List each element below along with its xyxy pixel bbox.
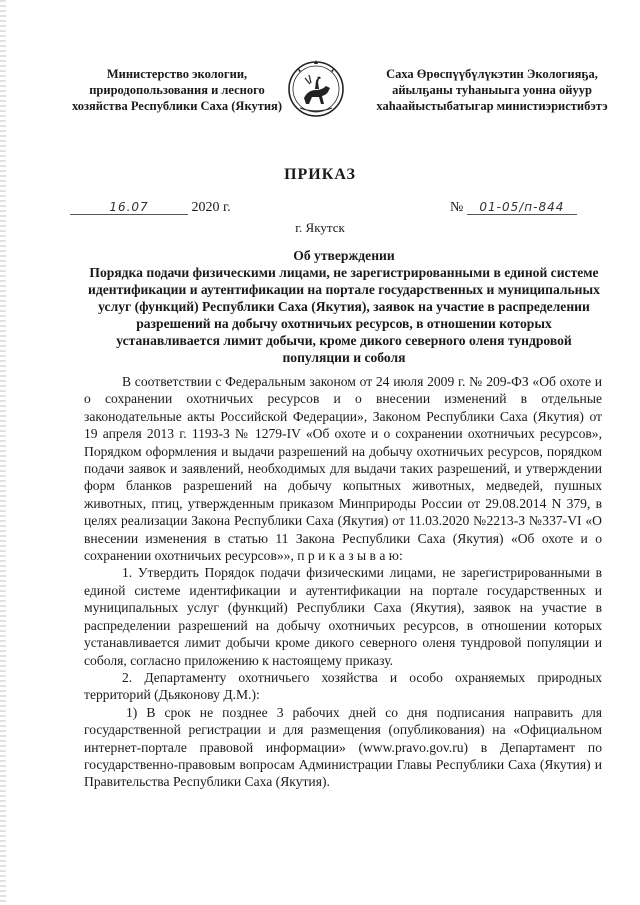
order-year: 2020 г. [191,200,231,215]
document-header [0,0,640,150]
ministry-name-russian: Министерство экологии, природопользования и лесного хозяйства Республики Саха (Якутия) [72,67,282,113]
order-subject [88,247,600,366]
order-item-1: 1. Утвердить Порядок подачи физическими лицами, не зарегистрированными в единой системе идентификации и аутентификации на портале государственных и муниципальных услуг (функций) Республики Саха (Якутия), заявок на участие в распределении разрешений на добычу охотничьих ресурсов, в отношении которых устанавливается лимит добычи кроме дикого северного оленя тундровой популяции и соболя, согласно приложению к настоящему приказу. [84,565,602,668]
order-city: г. Якутск [295,220,345,235]
ministry-name-sakha: Саха Өрөспүүбүлүкэтин Экологияҕа, айылҕаны туһаныыга уонна ойуур хаһаайыстыбатыгар министиэристибэтэ [376,67,608,113]
number-sign: № [450,200,464,215]
order-body [84,373,602,791]
subject-intro: Об утверждении [293,248,395,263]
order-item-2-subitem-1: 1) В срок не позднее 3 рабочих дней со дня подписания направить для государственной регистрации и для размещения (опубликования) на «Официальном интернет-портале правовой информации» (www.pravo.gov.ru) в Департамент по государственно-правовым вопросам Администрации Главы Республики Саха (Якутия) и Правительства Республики Саха (Якутия). [84,704,602,790]
handwritten-date: 16.07 [70,200,188,215]
preamble-paragraph: В соответствии с Федеральным законом от 24 июля 2009 г. № 209-ФЗ «Об охоте и о сохранении охотничьих ресурсов и о внесении изменений в отдельные законодательные акты Российской Федерации», Законом Республики Саха (Якутия) от 19 апреля 2013 г. 1193-З № 1279-IV «Об охоте и о сохранении охотничьих ресурсов», Порядком оформления и выдачи разрешений на добычу охотничьих ресурсов, порядком подачи заявок и заявлений, необходимых для выдачи таких разрешений, и утверждении форм бланков разрешений на добычу копытных животных, медведей, пушных животных, птиц, утвержденным приказом Минприроды России от 29.08.2014 N 379, в целях реализации Закона Республики Саха (Якутия) от 11.03.2020 №2213-З №337-VI «О внесении изменения в статью 11 Закона Республики Саха (Якутия) «Об охоте и о сохранении охотничьих ресурсов»», п р и к а з ы в а ю: [84,374,602,564]
handwritten-order-number: 01-05/п-844 [467,200,577,215]
order-item-2: 2. Департаменту охотничьего хозяйства и особо охраняемых природных территорий (Дьяконову Д.М.): [84,669,602,703]
document-title: ПРИКАЗ [284,166,356,183]
order-number [450,200,577,216]
order-date [70,200,231,216]
subject-text: Порядка подачи физическими лицами, не зарегистрированными в единой системе идентификации и аутентификации на портале государственных и муниципальных услуг (функций) Республики Саха (Якутия), заявок на участие в распределении разрешений на добычу охотничьих ресурсов, в отношении которых устанавливается лимит добычи, кроме дикого северного оленя тундровой популяции и соболя [88,265,600,365]
coat-of-arms-icon [286,56,346,122]
